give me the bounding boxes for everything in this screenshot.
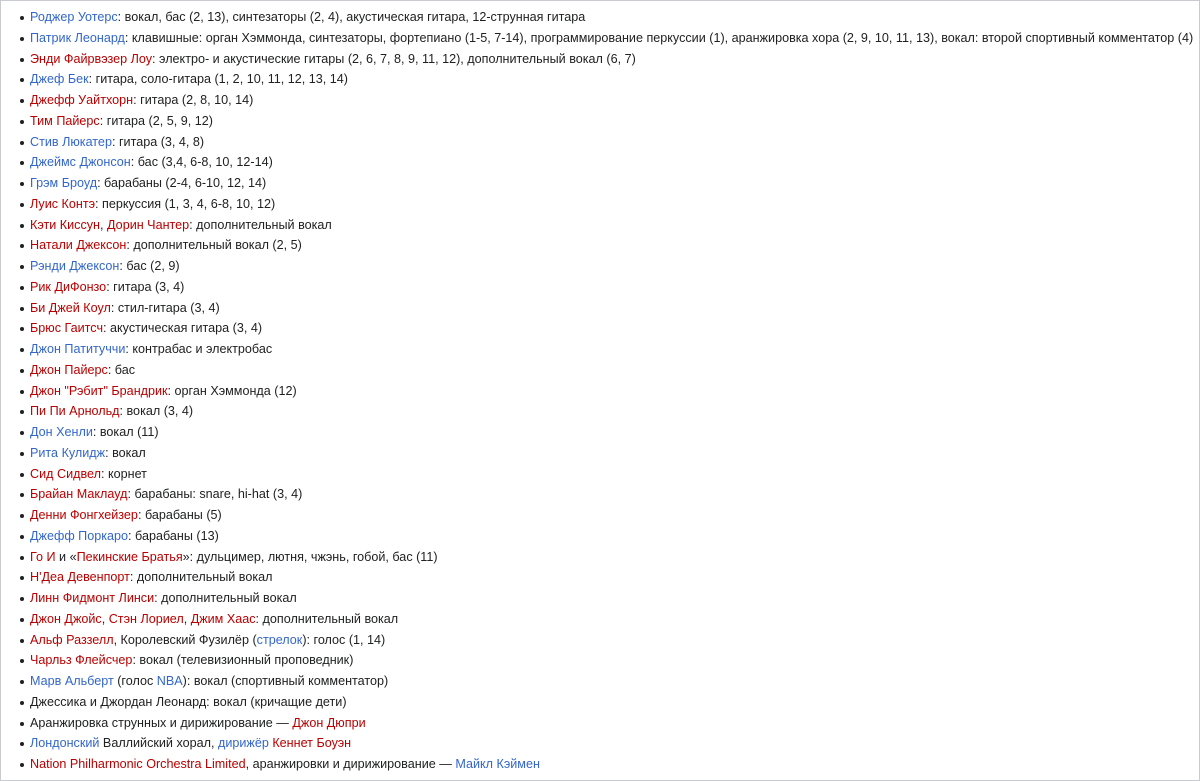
credit-text: : вокал	[105, 445, 146, 460]
credit-text: : дополнительный вокал	[154, 591, 297, 605]
list-item	[18, 526, 1199, 547]
list-item	[18, 215, 1199, 236]
list-item	[18, 733, 1199, 754]
list-item	[18, 630, 1199, 651]
list-item	[18, 339, 1199, 360]
wiki-link-missing[interactable]: Би Джей Коул	[30, 300, 111, 315]
wiki-link[interactable]: Лондонский	[30, 736, 100, 751]
wiki-link-missing[interactable]: Джефф Уайтхорн	[30, 93, 134, 107]
wiki-link[interactable]: Роджер Уотерс	[30, 10, 118, 24]
credit-text: : гитара (2, 5, 9, 12)	[99, 113, 213, 128]
list-item	[18, 69, 1199, 90]
list-item	[18, 547, 1199, 568]
credit-text: ,	[100, 217, 108, 232]
credit-text: : гитара (3, 4)	[106, 279, 185, 294]
list-item	[18, 464, 1199, 485]
wiki-link[interactable]: Джеф Бек	[30, 72, 89, 87]
wiki-link-missing[interactable]: Денни Фонгхейзер	[30, 508, 138, 522]
credit-text: и «	[55, 549, 77, 564]
list-item	[18, 298, 1199, 319]
wiki-link[interactable]: Рэнди Джексон	[30, 259, 120, 273]
list-item	[18, 754, 1199, 775]
list-item	[18, 28, 1199, 49]
credit-text: : контрабас и электробас	[125, 342, 273, 356]
wiki-link-missing[interactable]: Брюс Гаитсч	[30, 321, 104, 336]
list-item	[18, 588, 1199, 609]
list-item	[18, 713, 1199, 734]
credit-text: : гитара (2, 8, 10, 14)	[133, 93, 254, 107]
wiki-link-missing[interactable]: Чарльз Флейсчер	[30, 653, 133, 668]
credit-text: »: дульцимер, лютня, чжэнь, гобой, бас (11)	[182, 549, 438, 564]
list-item	[18, 318, 1199, 339]
credit-text: : бас	[107, 362, 136, 377]
wiki-link[interactable]: Джон Патитуччи	[30, 342, 126, 356]
list-item	[18, 650, 1199, 671]
wiki-link-missing[interactable]: Альф Раззелл	[30, 632, 114, 647]
wiki-link-missing[interactable]: Дорин Чантер	[107, 217, 190, 232]
wiki-link[interactable]: Рита Кулидж	[30, 445, 106, 460]
wiki-link-missing[interactable]: Пи Пи Арнольд	[30, 404, 120, 419]
wiki-link-missing[interactable]: Луис Контэ	[30, 196, 96, 211]
wiki-link[interactable]: дирижёр	[217, 736, 269, 751]
wiki-link-missing[interactable]: Кеннет Боуэн	[272, 736, 352, 751]
credit-text: : бас (2, 9)	[119, 259, 180, 273]
list-item	[18, 401, 1199, 422]
credit-text: : барабаны: snare, hi-hat (3, 4)	[127, 487, 303, 502]
credit-text: ): вокал (спортивный комментатор)	[182, 674, 389, 688]
credit-text: : вокал (3, 4)	[119, 404, 194, 419]
wiki-link[interactable]: Марв Альберт	[30, 674, 114, 688]
wiki-link[interactable]: Джефф Поркаро	[30, 528, 129, 543]
list-item	[18, 422, 1199, 443]
wiki-link-missing[interactable]: Nation Philharmonic Orchestra Limited	[30, 757, 246, 771]
credit-text: (голос	[113, 674, 157, 688]
credit-text: Аранжировка струнных и дирижирование —	[30, 715, 293, 730]
wiki-link[interactable]: Стив Люкатер	[30, 134, 112, 149]
list-item	[18, 505, 1199, 526]
wiki-link-missing[interactable]: Тим Пайерс	[30, 113, 100, 128]
wiki-link-missing[interactable]: Н'Деа Девенпорт	[30, 570, 130, 585]
wiki-link-missing[interactable]: Рик ДиФонзо	[30, 279, 107, 294]
credit-text: ): голос (1, 14)	[302, 632, 386, 647]
credit-text: : акустическая гитара (3, 4)	[103, 321, 263, 336]
credit-text: : дополнительный вокал	[255, 611, 399, 626]
wiki-link-missing[interactable]: Кэти Киссун	[30, 217, 101, 232]
credit-text: Джессика и Джордан Леонард: вокал (кричащие дети)	[30, 694, 347, 709]
wiki-link[interactable]: Джеймс Джонсон	[30, 155, 131, 170]
wiki-link[interactable]: стрелок	[256, 632, 303, 647]
wiki-link-missing[interactable]: Сид Сидвел	[30, 466, 101, 481]
credit-text: : стил-гитара (3, 4)	[110, 300, 220, 315]
wiki-link[interactable]: Грэм Броуд	[30, 176, 98, 190]
credit-text: : вокал (11)	[92, 425, 159, 439]
list-item	[18, 256, 1199, 277]
wiki-link-missing[interactable]: Энди Файрвэзер Лоу	[30, 51, 153, 66]
credit-text: ,	[183, 611, 191, 626]
list-item	[18, 194, 1199, 215]
list-item	[18, 360, 1199, 381]
list-item	[18, 671, 1199, 692]
personnel-list	[18, 7, 1199, 775]
credit-text: : вокал, бас (2, 13), синтезаторы (2, 4), акустическая гитара, 12-струнная гитара	[117, 10, 586, 24]
list-item	[18, 484, 1199, 505]
list-item	[18, 443, 1199, 464]
wiki-link-missing[interactable]: Го И	[30, 549, 56, 564]
wiki-link[interactable]: Майкл Кэймен	[455, 757, 540, 771]
credit-text: : гитара, соло-гитара (1, 2, 10, 11, 12, 13, 14)	[88, 72, 348, 87]
wiki-link-missing[interactable]: Джим Хаас	[190, 611, 256, 626]
credit-text: : орган Хэммонда (12)	[167, 383, 297, 398]
list-item	[18, 567, 1199, 588]
credit-text: : клавишные: орган Хэммонда, синтезаторы, фортепиано (1-5, 7-14), программирование перкуссии (1), аранжировка хора (2, 9, 10, 11, 13), вокал: второй спортивный комментатор (4)	[124, 30, 1194, 45]
wiki-link[interactable]: Дон Хенли	[30, 425, 93, 439]
list-item	[18, 90, 1199, 111]
credit-text: , Королевский Фузилёр (	[113, 632, 257, 647]
wiki-link-missing[interactable]: Джон Дюпри	[292, 715, 366, 730]
list-item	[18, 132, 1199, 153]
list-item	[18, 235, 1199, 256]
list-item	[18, 152, 1199, 173]
list-item	[18, 692, 1199, 713]
list-item	[18, 111, 1199, 132]
credit-text: : барабаны (13)	[128, 528, 219, 543]
list-item	[18, 277, 1199, 298]
wiki-link-missing[interactable]: Джон "Рэбит" Брандрик	[30, 383, 168, 398]
wiki-link-missing[interactable]: Линн Фидмонт Линси	[30, 591, 155, 605]
credit-text: : дополнительный вокал	[189, 217, 332, 232]
credit-text: : дополнительный вокал	[129, 570, 273, 585]
credit-text: , аранжировки и дирижирование —	[245, 757, 456, 771]
credit-text: : корнет	[100, 466, 147, 481]
wiki-link-missing[interactable]: Джон Джойс	[30, 611, 102, 626]
wiki-link-missing[interactable]: Натали Джексон	[30, 238, 127, 253]
wiki-link[interactable]: NBA	[156, 674, 183, 688]
list-item	[18, 609, 1199, 630]
credit-text: : вокал (телевизионный проповедник)	[132, 653, 354, 668]
credit-text: : барабаны (5)	[137, 508, 222, 522]
list-item	[18, 173, 1199, 194]
credit-text: : бас (3,4, 6-8, 10, 12-14)	[130, 155, 273, 170]
wiki-link-missing[interactable]: Пекинские Братья	[76, 549, 183, 564]
credit-text: : перкуссия (1, 3, 4, 6-8, 10, 12)	[95, 196, 276, 211]
credit-text: Валлийский хорал,	[99, 736, 218, 751]
credit-text: : барабаны (2-4, 6-10, 12, 14)	[97, 176, 267, 190]
wiki-link[interactable]: Патрик Леонард	[30, 30, 125, 45]
credit-text: ,	[101, 611, 109, 626]
wiki-link-missing[interactable]: Брайан Маклауд	[30, 487, 128, 502]
list-item	[18, 49, 1199, 70]
wiki-link-missing[interactable]: Стэн Лориел	[108, 611, 184, 626]
wiki-link-missing[interactable]: Джон Пайерс	[30, 362, 108, 377]
list-item	[18, 7, 1199, 28]
credit-text: : электро- и акустические гитары (2, 6, 7, 8, 9, 11, 12), дополнительный вокал (6, 7)	[152, 51, 636, 66]
credit-text: : гитара (3, 4, 8)	[111, 134, 205, 149]
credit-text: : дополнительный вокал (2, 5)	[126, 238, 302, 253]
list-item	[18, 381, 1199, 402]
